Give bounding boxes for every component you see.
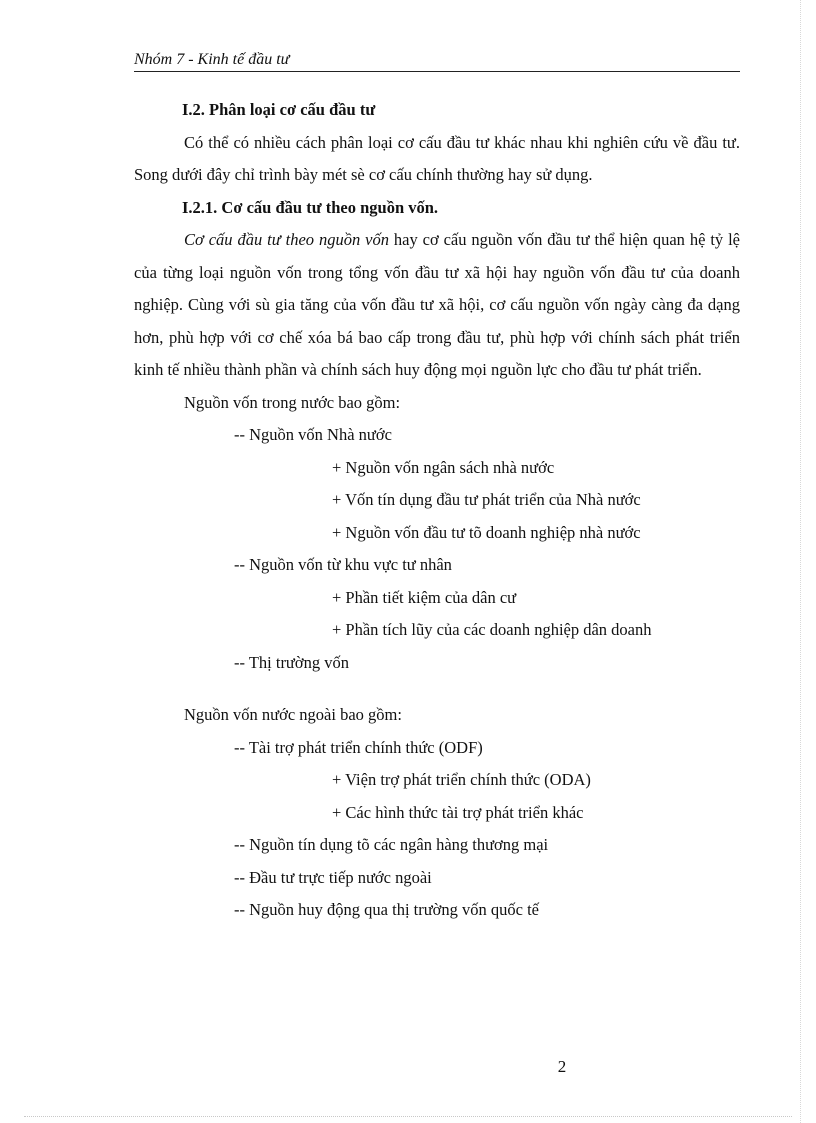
capital-structure-paragraph: [134, 224, 740, 387]
page-number: 2: [557, 1057, 567, 1076]
list-item: -- Nguồn tín dụng tõ các ngân hàng thương mại: [234, 835, 549, 854]
list-item: + Viện trợ phát triển chính thức (ODA): [332, 770, 591, 789]
domestic-title: Nguồn vốn trong nước bao gồm:: [184, 392, 401, 412]
section-intro-paragraph: Có thể có nhiều cách phân loại cơ cấu đầu tư khác nhau khi nghiên cứu về đầu tư. Song dưới đây chỉ trình bày mét sè cơ cấu chính thường hay sử dụng.: [134, 132, 740, 184]
list-item: + Các hình thức tài trợ phát triển khác: [332, 802, 584, 822]
list-item: + Phần tiết kiệm của dân cư: [332, 587, 517, 607]
page-break-divider: [24, 1116, 792, 1117]
section-heading: I.2. Phân loại cơ cấu đầu tư: [182, 100, 376, 119]
list-item: -- Nguồn huy động qua thị trường vốn quốc tế: [234, 900, 540, 919]
list-item-capital-market: -- Thị trường vốn: [234, 652, 349, 672]
spacer: [134, 679, 740, 699]
list-item: -- Đầu tư trực tiếp nước ngoài: [234, 867, 432, 887]
list-item: + Nguồn vốn ngân sách nhà nước: [332, 457, 555, 477]
subsection-heading: I.2.1. Cơ cấu đầu tư theo nguồn vốn.: [182, 197, 439, 217]
page-edge-divider: [800, 0, 801, 1123]
list-item: + Phần tích lũy của các doanh nghiệp dân doanh: [332, 620, 652, 639]
page-content: [134, 94, 740, 927]
paragraph-body: hay cơ cấu nguồn vốn đầu tư thể hiện quan hệ tỷ lệ của từng loại nguồn vốn trong tổng vốn đầu tư xã hội hay nguồn vốn đầu tư của doanh nghiệp. Cùng với sù gia tăng của vốn đầu tư xã hội, cơ cấu nguồn vốn ngày càng đa dạng hơn, phù hợp với cơ chế xóa bá bao cấp trong đầu tư, phù hợp với chính sách phát triển kinh tế nhiều thành phần và chính sách huy động mọi nguồn lực cho đầu tư phát triển.: [134, 230, 740, 379]
italic-term: Cơ cấu đầu tư theo nguồn vốn: [184, 230, 389, 249]
foreign-title: Nguồn vốn nước ngoài bao gồm:: [184, 705, 402, 724]
list-item-state-capital: -- Nguồn vốn Nhà nước: [234, 425, 392, 444]
list-item: + Nguồn vốn đầu tư tõ doanh nghiệp nhà nước: [332, 522, 641, 542]
list-item: + Vốn tín dụng đầu tư phát triển của Nhà nước: [332, 490, 641, 509]
list-item-private-capital: -- Nguồn vốn từ khu vực tư nhân: [234, 555, 452, 574]
list-item-odf: -- Tài trợ phát triển chính thức (ODF): [234, 737, 483, 757]
running-header: Nhóm 7 - Kinh tế đầu tư: [134, 50, 740, 72]
